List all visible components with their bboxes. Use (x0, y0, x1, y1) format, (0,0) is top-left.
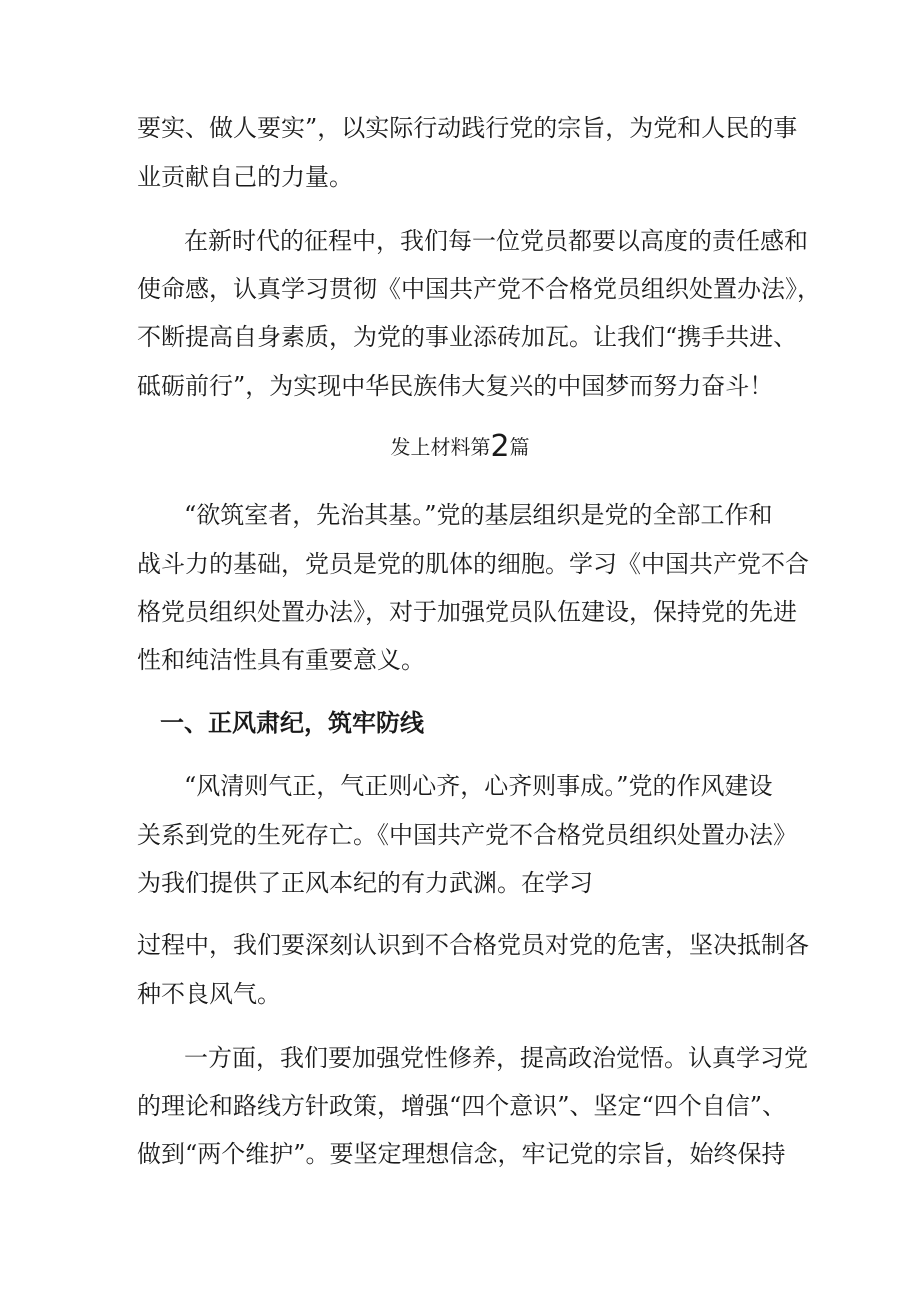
paragraph-line: 种不良风气。 (137, 980, 281, 1008)
paragraph-line: 业贡献自己的力量。 (137, 163, 353, 191)
paragraph-line: “风清则气正，气正则心齐，心齐则事成。”党的作风建设 (184, 772, 773, 800)
paragraph-line: 战斗力的基础，党员是党的肌体的细胞。学习《中国共产党不合 (137, 550, 809, 578)
article-heading (0, 430, 920, 464)
paragraph-line: 性和纯洁性具有重要意义。 (137, 646, 425, 674)
paragraph-line: 关系到党的生死存亡。《中国共产党不合格党员组织处置办法》 (137, 821, 797, 849)
paragraph-line: 的理论和路线方针政策，增强“四个意识”、坚定“四个自信”、 (137, 1092, 787, 1120)
paragraph-line: 一方面，我们要加强党性修养，提高政治觉悟。认真学习党 (184, 1044, 808, 1072)
article-heading-suffix: 篇 (509, 435, 530, 459)
paragraph-line: 使命感，认真学习贯彻《中国共产党不合格党员组织处置办法》， (137, 275, 821, 303)
paragraph-line: 为我们提供了正风本纪的有力武渊。在学习 (137, 869, 593, 897)
paragraph-line: 格党员组织处置办法》，对于加强党员队伍建设，保持党的先进 (137, 598, 797, 626)
paragraph-line: 砥砺前行”，为实现中华民族伟大复兴的中国梦而努力奋斗！ (137, 372, 774, 400)
paragraph-line: 做到“两个维护”。要坚定理想信念，牢记党的宗旨，始终保持 (137, 1140, 786, 1168)
paragraph-line: 不断提高自身素质，为党的事业添砖加瓦。让我们“携手共进、 (137, 323, 798, 351)
article-heading-prefix: 发上材料第 (390, 435, 491, 459)
paragraph-line: 过程中，我们要深刻认识到不合格党员对党的危害，坚决抵制各 (137, 931, 809, 959)
section-title: 一、正风肃纪，筑牢防线 (160, 709, 424, 737)
article-heading-number: 2 (490, 429, 510, 464)
paragraph-line: 要实、做人要实”，以实际行动践行党的宗旨，为党和人民的事 (137, 114, 798, 142)
paragraph-line: 在新时代的征程中，我们每一位党员都要以高度的责任感和 (184, 227, 808, 255)
paragraph-line: “欲筑室者，先治其基。”党的基层组织是党的全部工作和 (184, 501, 773, 529)
